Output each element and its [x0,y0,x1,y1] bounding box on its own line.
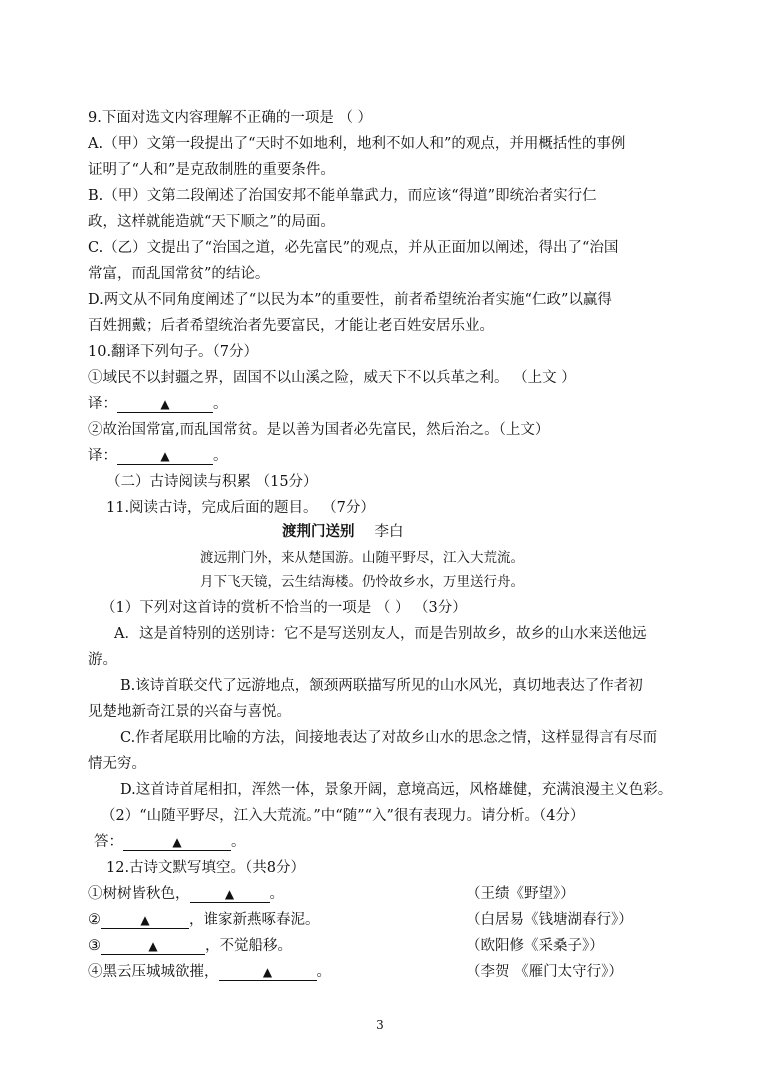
q11-option-a-line1: A．这是首特别的送别诗：它不是写送别友人，而是告别故乡，故乡的山水来送他远 [114,626,647,642]
fill-blank[interactable] [101,938,205,955]
poem-line-2: 月下飞天镜，云生结海楼。仍怜故乡水，万里送行舟。 [200,574,524,590]
q10-sentence-2: ②故治国常富,而乱国常贫。是以善为国者必先富民，然后治之。（上文） [88,422,550,438]
q11-option-d: D.这首诗首尾相扣，浑然一体，景象开阔，意境高远，风格雄健，充满浪漫主义色彩。 [120,782,673,798]
q10-sentence-1: ①域民不以封疆之界，固国不以山溪之险，威天下不以兵革之利。 （上文 ） [88,370,576,386]
q11-option-b-line1: B.该诗首联交代了远游地点，颔颈两联描写所见的山水风光，真切地表达了作者初 [120,678,643,694]
q9-option-a-line1: A.（甲）文第一段提出了“天时不如地利，地利不如人和”的观点，并用概括性的事例 [88,136,626,152]
q12-item-3: ③ ▲ ，不觉船移。 （欧阳修《采桑子》） [88,938,604,954]
answer-blank[interactable] [117,448,213,465]
q11-part2-prompt: （2）“山随平野尽，江入大荒流。”中“随”“入”很有表现力。请分析。（4分） [101,808,585,824]
fill-blank[interactable] [219,964,317,981]
source-citation: （白居易《钱塘湖春行》） [466,912,633,928]
page-number: 3 [376,1018,384,1032]
q10-title: 10.翻译下列句子。（7分） [88,344,259,360]
q12-title: 12.古诗文默写填空。（共8分） [106,860,306,876]
poem-heading [282,522,672,542]
answer-label: 答： [94,834,123,850]
q9-option-d-line1: D.两文从不同角度阐述了“以民为本”的重要性，前者希望统治者实施“仁政”以赢得 [88,292,612,308]
translation-label: 译： [88,448,117,464]
q11-option-c-line1: C.作者尾联用比喻的方法，间接地表达了对故乡山水的思念之情，这样显得言有尽而 [120,730,658,746]
triangle-marker: ▲ [262,965,273,979]
q11-option-a-line2: 游。 [88,652,117,668]
source-citation: （欧阳修《采桑子》） [466,938,604,954]
q11-option-c-line2: 情无穷。 [88,756,146,772]
answer-blank[interactable] [123,834,231,851]
triangle-marker: ▲ [148,939,158,953]
triangle-marker: ▲ [160,449,170,463]
q10-answer-2: 译： ▲ 。 [88,448,228,464]
q12-item-4: ④黑云压城城欲摧， ▲ 。 （李贺 《雁门太守行》） [88,964,623,980]
q9-option-c-line1: C.（乙）文提出了“治国之道，必先富民”的观点，并从正面加以阐述，得出了“治国 [88,240,619,256]
q11-title: 11.阅读古诗，完成后面的题目。 （7分） [106,500,375,516]
poem-title: 渡荆门送别 [282,523,355,540]
q9-option-c-line2: 常富，而乱国常贫”的结论。 [88,266,270,282]
triangle-marker: ▲ [140,913,150,927]
q11-part2-answer: 答： ▲ 。 [94,834,246,850]
q10-answer-1: 译： ▲ 。 [88,396,228,412]
triangle-marker: ▲ [172,835,182,849]
triangle-marker: ▲ [160,397,170,411]
fill-blank[interactable] [190,886,270,903]
q12-item-2: ② ▲ ，谁家新燕啄春泥。 （白居易《钱塘湖春行》） [88,912,633,928]
triangle-marker: ▲ [224,887,235,901]
section-2-heading: （二）古诗阅读与积累 （15分） [106,474,318,490]
q11-option-b-line2: 见楚地新奇江景的兴奋与喜悦。 [88,704,291,720]
source-citation: （李贺 《雁门太守行》） [466,964,623,980]
q11-part1-prompt: （1）下列对这首诗的赏析不恰当的一项是 （ ） （3分） [101,600,467,616]
poem-line-1: 渡远荆门外，来从楚国游。山随平野尽，江入大荒流。 [200,550,524,566]
q12-item-1: ①树树皆秋色， ▲ 。 （王绩《野望》） [88,886,575,902]
answer-blank[interactable] [117,396,213,413]
q9-option-a-line2: 证明了“人和”是克敌制胜的重要条件。 [88,162,335,178]
q9-title: 9.下面对选文内容理解不正确的一项是 （ ） [88,110,373,126]
source-citation: （王绩《野望》） [466,886,575,902]
q9-option-b-line2: 政，这样就能造就“天下顺之”的局面。 [88,214,335,230]
poem-author: 李白 [374,524,404,540]
q9-option-d-line2: 百姓拥戴；后者希望统治者先要富民，才能让老百姓安居乐业。 [88,318,494,334]
fill-blank[interactable] [101,912,189,929]
q9-option-b-line1: B.（甲）文第二段阐述了治国安邦不能单靠武力，而应该“得道”即统治者实行仁 [88,188,597,204]
translation-label: 译： [88,396,117,412]
